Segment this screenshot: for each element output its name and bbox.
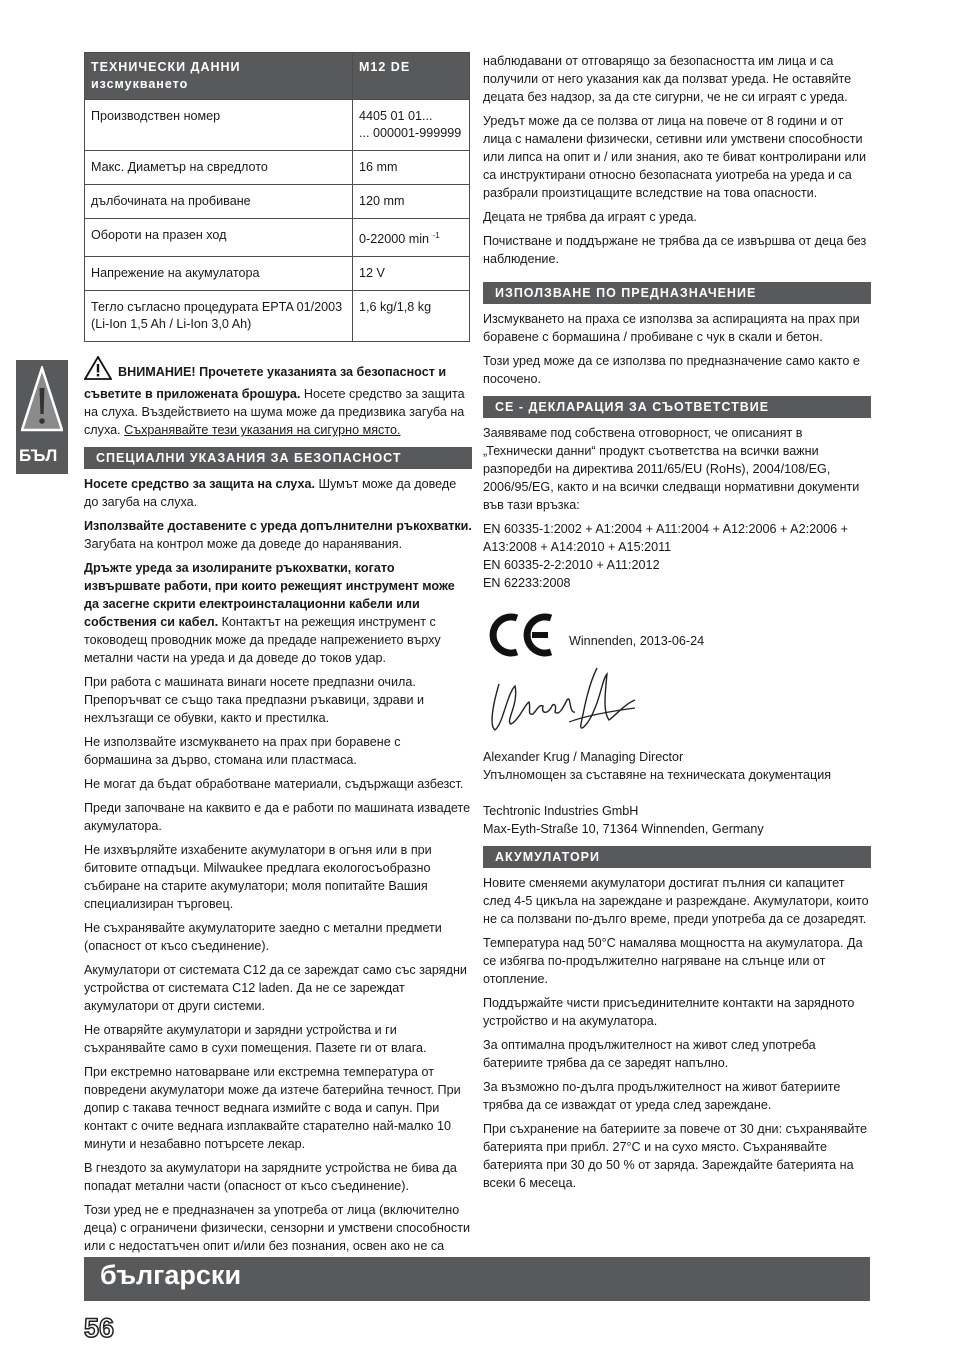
table-row (85, 151, 470, 185)
cleaning-paragraph: Почистване и поддържане не трябва да се извършва от деца без наблюдение. (483, 234, 867, 266)
ce-standard-line: EN 60335-2-2:2010 + A11:2012 (483, 558, 660, 572)
intended-use-heading: ИЗПОЛЗВАНЕ ПО ПРЕДНАЗНАЧЕНИЕ (483, 282, 871, 304)
intended-use-paragraph: Този уред може да се използва по предназначение само както е посочено. (483, 354, 860, 386)
table-cell-value: 1,6 kg/1,8 kg (353, 291, 470, 342)
right-column (483, 52, 871, 1198)
safety-text: Шумът може да доведе до загуба на слуха. (84, 477, 457, 510)
ce-place-date: Winnenden, 2013-06-24 (569, 634, 705, 648)
ce-standard-line: EN 62233:2008 (483, 576, 571, 590)
safety-paragraph: При работа с машината винаги носете предпазни очила. Препоръчват се също така предпазни ръкавици, здрави и нехлъзгащи се обувки, както и престилка. (84, 675, 425, 726)
safety-paragraph (84, 517, 472, 553)
warning-bold-text: ВНИМАНИЕ! Прочетете указанията за безопасност и съветите в приложената брошура. (84, 365, 447, 402)
safety-paragraph: Не използвайте изсмукването на прах при боравене с бормашина за дърво, стомана или пластмаса. (84, 735, 401, 768)
table-cell-label: дълбочината на пробиване (85, 185, 353, 219)
safety-paragraph: Преди започване на каквито е да е работи по машината извадете акумулатора. (84, 801, 471, 834)
supervision-paragraph: наблюдавани от отговарящо за безопасността им лица и са получили от него указания как да ползват уреда. Не оставяйте децата без надзор, за да сте сигурни, че не си играят с уреда. (483, 54, 852, 104)
language-footer-bar (84, 1257, 870, 1301)
safety-paragraph: Не изхвърляйте изхабените акумулатори в огъня или в при битовите отпадъци. Milwaukee предлага екологосъобразно събиране на старите акумулатори; моля попитайте Вашия специализиран търговец. (84, 843, 432, 912)
safety-text: Контактът на режещия инструмент с тоководещ проводник може да предаде напрежението върху метални части на уреда и да доведе до токов удар. (84, 615, 441, 666)
table-cell-value: 12 V (353, 257, 470, 291)
ce-standard-line: EN 60335-1:2002 + A1:2004 + A11:2004 + A12:2006 + A2:2006 + (483, 522, 848, 536)
batteries-paragraph: Поддържайте чисти присъединителните контакти на зарядното устройство и на акумулатора. (483, 996, 855, 1028)
table-header-label (85, 53, 353, 100)
ce-mark-logo (487, 612, 555, 663)
table-cell-label: Тегло съгласно процедурата EPTA 01/2003 (Li-Ion 1,5 Ah / Li-Ion 3,0 Ah) (85, 291, 353, 342)
table-cell-value: 4405 01 01... ... 000001-999999 (353, 100, 470, 151)
exclamation-warning-icon (21, 366, 63, 437)
language-title: български (100, 1260, 242, 1290)
technical-data-table (84, 52, 470, 342)
page-number: 56 (84, 1313, 115, 1343)
table-header-row (85, 53, 470, 100)
table-cell-label: Обороти на празен ход (85, 219, 353, 257)
batteries-heading: АКУМУЛАТОРИ (483, 846, 871, 868)
ce-declaration-text: Заявяваме под собствена отговорност, че описаният в „Технически данни“ продукт съответства на всички важни разпоредби на директива 2011/65/EU (RoHs), 2004/108/EG, 2006/95/EG, както и на всички следващи нормативни документи във тази връзка: (483, 426, 860, 512)
signer-name: Alexander Krug / Managing Director (483, 750, 684, 764)
language-side-tab (16, 360, 68, 474)
safety-bold-lead: Използвайте доставените с уреда допълнителни ръкохватки. (84, 519, 472, 534)
ce-heading: CE - ДЕКЛАРАЦИЯ ЗА СЪОТВЕТСТВИЕ (483, 396, 871, 418)
warning-keep-instructions: Съхранявайте тези указания на сигурно място. (124, 423, 401, 438)
safety-paragraph: Този уред не е предназначен за употреба от лица (включително деца) с ограничени физически, сензорни и умствени способности или с недостатъчен опит и/или без познания, освен ако не са (84, 1203, 470, 1254)
safety-paragraph: Не съхранявайте акумулаторите заедно с метални предмети (опасност от късо съединение). (84, 921, 442, 954)
signature-image (483, 672, 871, 748)
safety-bold-lead: Носете средство за защита на слуха. (84, 477, 315, 492)
table-cell-value: 120 mm (353, 185, 470, 219)
safety-paragraph: Не отваряйте акумулатори и зарядни устройства и ги съхранявайте само в сухи помещения. Пазете ги от влага. (84, 1023, 427, 1056)
safety-heading: СПЕЦИАЛНИ УКАЗАНИЯ ЗА БЕЗОПАСНОСТ (84, 447, 472, 469)
table-row (85, 219, 470, 257)
rpm-value: 0-22000 min (359, 232, 430, 247)
safety-paragraph: Не могат да бъдат обработване материали, съдържащи азбезст. (84, 777, 464, 792)
table-row (85, 100, 470, 151)
safety-section (84, 447, 472, 1255)
ce-standard-line: A13:2008 + A14:2010 + A15:2011 (483, 540, 672, 554)
table-cell-label: Производствен номер (85, 100, 353, 151)
table-cell-label: Напрежение на акумулатора (85, 257, 353, 291)
safety-paragraph: В гнездото за акумулатори на зарядните устройства не бива да попадат метални части (опасност от късо съединение). (84, 1161, 457, 1194)
batteries-paragraph: За оптимална продължителност на живот след употреба батериите трябва да се заредят напълно. (483, 1038, 816, 1070)
signer-role: Упълномощен за съставяне на техническата документация (483, 768, 832, 782)
safety-paragraph: Акумулатори от системата C12 да се зареждат само със зарядни устройства от системата C12 laden. Да не се зареждат акумулатори от други системи. (84, 963, 467, 1014)
table-cell-value: 16 mm (353, 151, 470, 185)
safety-paragraph: При екстремно натоварване или екстремна температура от повредени акумулатори може да изтече батерийна течност. При допир с такава течност веднага измийте с вода и сапун. При контакт с очите веднага изплаквайте старателно най-малко 10 минути и незабавно потърсете лекар. (84, 1065, 461, 1152)
left-column (84, 52, 472, 1261)
company-address: Max-Eyth-Straße 10, 71364 Winnenden, Germany (483, 822, 764, 836)
safety-text: Загубата на контрол може да доведе до наранявания. (84, 537, 403, 552)
batteries-paragraph: Новите сменяеми акумулатори достигат пълния си капацитет след 4-5 цикъла на зареждане и разреждане. Акумулатори, които не са ползвани по-дълго време, преди употреба да се дозаредят. (483, 876, 869, 926)
rpm-unit-exponent: -1 (432, 231, 440, 240)
table-row (85, 291, 470, 342)
table-cell-value (353, 219, 470, 257)
batteries-paragraph: При съхранение на батериите за повече от 30 дни: съхранявайте батерията при прибл. 27°C и на сухо място. Съхранявайте батерията при 30 до 50 % от заряда. Зареждайте батерията на всеки 6 месеца. (483, 1122, 868, 1190)
batteries-paragraph: Температура над 50°C намалява мощността на акумулатора. Да се избягва по-продължително нагряване на слънце или от отопление. (483, 936, 863, 986)
intended-use-paragraph: Изсмукването на праха се използва за аспирацията на прах при боравене с бормашина / пробиване с чук в скали и бетон. (483, 312, 860, 344)
table-cell-label: Макс. Диаметър на свредлото (85, 151, 353, 185)
safety-bold-lead: Дръжте уреда за изолираните ръкохватки, когато извършвате работи, при които режещият инструмент може да засегне скрити електроинсталационни кабели или собствения си кабел. (84, 561, 455, 630)
warning-text: Носете средство за защита на слуха. Въздействието на шума може да предизвика загуба на слуха. (84, 387, 465, 438)
warning-triangle-icon (84, 356, 112, 385)
children-play-paragraph: Децата не трябва да играят с уреда. (483, 210, 697, 224)
table-header-title: ТЕХНИЧЕСКИ ДАННИ (91, 60, 241, 74)
safety-paragraph (84, 475, 472, 511)
warning-block (84, 356, 472, 439)
ce-mark-row (483, 606, 871, 672)
table-header-subtitle: изсмукването (91, 77, 189, 91)
safety-paragraph (84, 559, 472, 667)
table-header-model: M12 DE (353, 53, 470, 100)
table-row (85, 257, 470, 291)
ce-standards-list (483, 520, 871, 592)
batteries-paragraph: За възможно по-дълга продължителност на живот батериите трябва да се изваждат от уреда след зареждане. (483, 1080, 841, 1112)
table-row (85, 185, 470, 219)
usage-age-paragraph: Уредът може да се ползва от лица на повече от 8 години и от лица с намалени физически, сетивни или умствени способности или липса на опит и / или знания, ако те биват контролирани или са инструктирани относно безопасната уиотреба на уреда и са разбрали произтицащите вследствие на това опасности. (483, 114, 866, 200)
language-code: БЪЛ (19, 446, 58, 465)
company-name: Techtronic Industries GmbH (483, 804, 639, 818)
